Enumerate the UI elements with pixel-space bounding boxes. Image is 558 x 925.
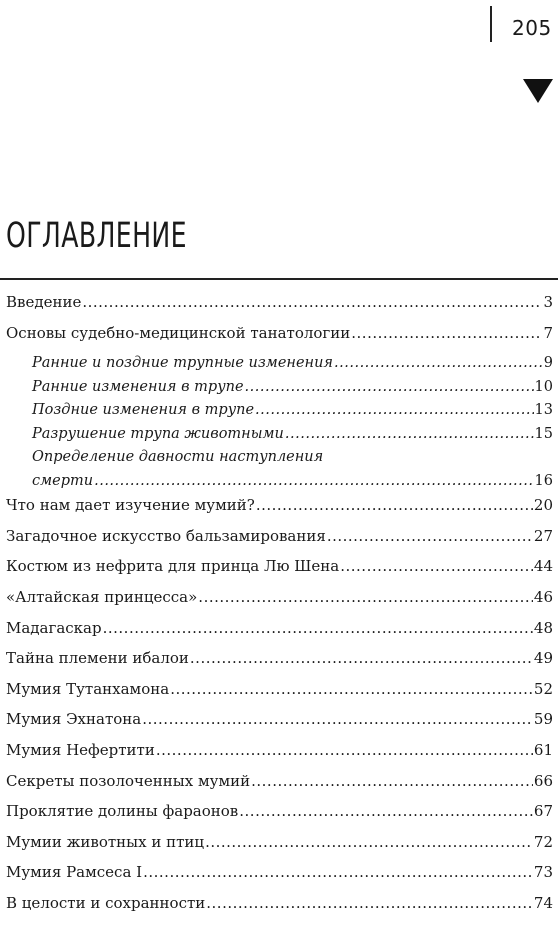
toc-entry[interactable]	[6, 833, 553, 864]
toc-entry-title: Мумия Тутанхамона	[6, 679, 170, 698]
toc-leader	[82, 293, 542, 311]
toc-entry-page: 27	[533, 526, 553, 545]
toc-leader	[94, 472, 533, 490]
toc-entry-title: Мумия Нефертити	[6, 740, 155, 759]
toc-entry[interactable]	[6, 741, 553, 772]
toc-entry-title: Поздние изменения в трупе	[32, 402, 255, 419]
toc-entry-title: В целости и сохранности	[6, 893, 206, 912]
toc-entry-page: 10	[534, 378, 553, 395]
toc-leader	[351, 324, 542, 342]
page-title: ОГЛАВЛЕНИЕ	[6, 216, 187, 256]
toc-entry-title: Мумии животных и птиц	[6, 832, 205, 851]
toc-leader	[156, 741, 533, 759]
toc-leader	[255, 401, 534, 419]
toc-leader	[170, 680, 533, 698]
toc-entry-page: 13	[534, 402, 553, 419]
toc-entry-title: Ранние и поздние трупные изменения	[32, 355, 334, 372]
header-rule	[490, 6, 492, 42]
toc-leader	[205, 833, 533, 851]
triangle-marker-icon	[523, 79, 553, 103]
toc-entry-page: 15	[534, 425, 553, 442]
toc-entry-title: Загадочное искусство бальзамирования	[6, 526, 326, 545]
toc-entry-title-line2: смерти	[32, 473, 94, 490]
toc-leader	[143, 863, 533, 881]
toc-entry[interactable]	[6, 324, 553, 355]
toc-entry-title: Что нам дает изучение мумий?	[6, 496, 255, 515]
toc-subentry[interactable]	[6, 378, 553, 402]
toc-leader	[103, 619, 533, 637]
toc-entry-page: 44	[533, 557, 553, 576]
toc-leader	[256, 496, 533, 514]
toc-leader	[206, 894, 533, 912]
toc-entry[interactable]	[6, 649, 553, 680]
toc-leader	[142, 710, 533, 728]
title-rule	[0, 278, 558, 280]
toc-entry-page: 72	[533, 832, 553, 851]
toc-entry-page: 3	[543, 293, 553, 311]
toc-entry-page: 74	[533, 893, 553, 912]
toc-entry-title: Секреты позолоченных мумий	[6, 771, 251, 790]
toc-entry-page: 67	[533, 802, 553, 821]
toc-entry[interactable]	[6, 863, 553, 894]
toc-entry-title: «Алтайская принцесса»	[6, 587, 198, 606]
toc-subentry[interactable]	[6, 401, 553, 425]
toc-entry-page: 9	[543, 355, 553, 372]
page-number: 205	[512, 16, 552, 40]
toc-entry-page: 49	[533, 649, 553, 668]
toc-entry-page: 20	[533, 496, 553, 515]
toc-subentry[interactable]	[6, 354, 553, 378]
toc-leader	[285, 425, 534, 443]
toc-leader	[334, 354, 543, 372]
toc-leader	[251, 772, 533, 790]
toc-entry[interactable]	[6, 802, 553, 833]
toc-entry-page: 48	[533, 618, 553, 637]
toc-entry[interactable]	[6, 894, 553, 925]
toc-leader	[239, 802, 533, 820]
toc-entry-title: Ранние изменения в трупе	[32, 378, 244, 395]
toc-entry[interactable]	[6, 557, 553, 588]
toc-entry-page: 46	[533, 587, 553, 606]
toc-entry[interactable]	[6, 619, 553, 650]
toc-leader	[340, 557, 533, 575]
table-of-contents	[6, 293, 553, 925]
toc-entry-page: 66	[533, 771, 553, 790]
toc-leader	[327, 527, 533, 545]
toc-entry-title: Проклятие долины фараонов	[6, 802, 239, 821]
toc-entry-title: Основы судебно-медицинской танатологии	[6, 323, 351, 342]
toc-entry[interactable]	[6, 710, 553, 741]
toc-subentry[interactable]	[6, 425, 553, 449]
toc-entry-page: 7	[543, 323, 553, 342]
toc-entry-page: 59	[533, 710, 553, 729]
toc-leader	[190, 649, 533, 667]
toc-entry-title: Костюм из нефрита для принца Лю Шена	[6, 557, 340, 576]
toc-entry[interactable]	[6, 772, 553, 803]
toc-entry[interactable]	[6, 496, 553, 527]
toc-entry-title-line1: Определение давности наступления	[32, 449, 324, 466]
toc-entry-title: Введение	[6, 293, 82, 311]
toc-entry-page: 52	[533, 679, 553, 698]
toc-entry-title: Мумия Эхнатона	[6, 710, 142, 729]
toc-entry-title: Разрушение трупа животными	[32, 425, 284, 442]
toc-entry-page: 61	[533, 740, 553, 759]
toc-entry-title: Мумия Рамсеса I	[6, 863, 143, 882]
toc-entry[interactable]	[6, 293, 553, 324]
toc-entry[interactable]	[6, 680, 553, 711]
toc-entry[interactable]	[6, 527, 553, 558]
toc-entry[interactable]	[6, 588, 553, 619]
toc-leader	[245, 378, 534, 396]
toc-entry-page: 16	[534, 473, 553, 490]
toc-entry-title: Мадагаскар	[6, 618, 102, 637]
toc-entry-title: Тайна племени ибалои	[6, 649, 189, 668]
toc-entry-page: 73	[533, 863, 553, 882]
toc-subentry[interactable]	[6, 448, 553, 496]
toc-leader	[198, 588, 533, 606]
